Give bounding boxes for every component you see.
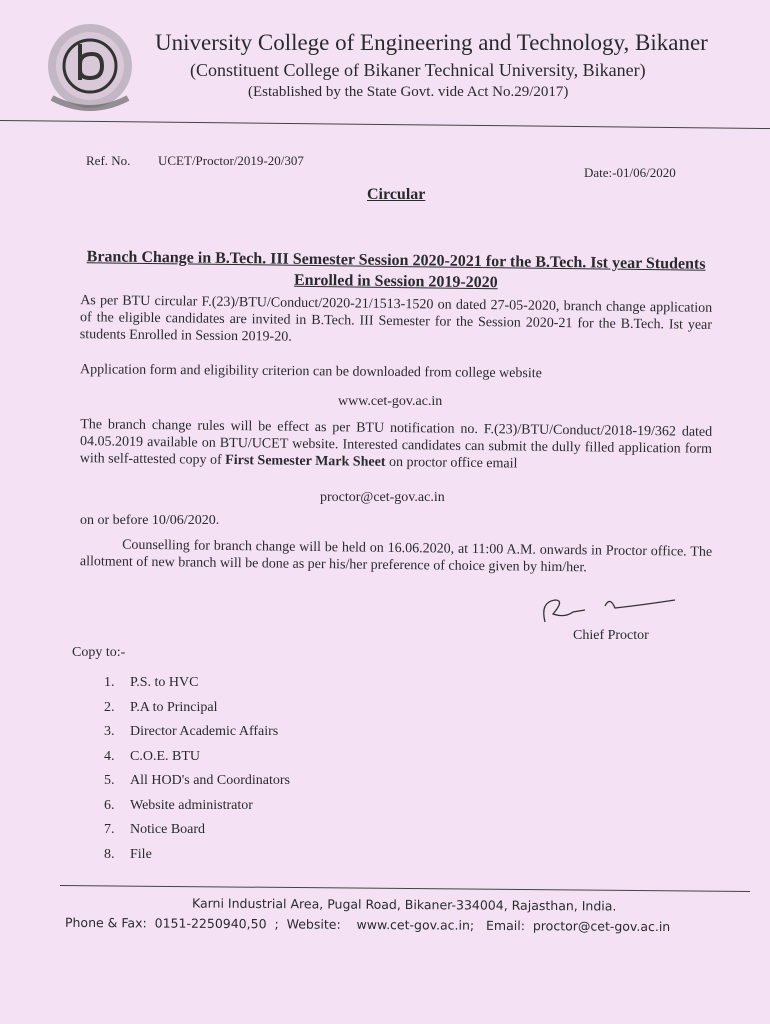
paragraph-counselling: Counselling for branch change will be held on 16.06.2020, at 11:00 A.M. onwards in Proctor office. The allotment of new branch will be done as per his/her preference of choice given by him/her. xyxy=(79,537,713,576)
item-number: 5. xyxy=(104,773,115,788)
copy-to-item xyxy=(104,700,290,725)
copy-to-item xyxy=(104,798,290,823)
paragraph-download: Application form and eligibility criterion can be downloaded from college website xyxy=(79,362,542,382)
college-logo xyxy=(40,18,140,118)
circular-date: Date:-01/06/2020 xyxy=(584,165,676,180)
mark-sheet-emphasis: First Semester Mark Sheet xyxy=(225,452,386,470)
copy-to-label: Copy to:- xyxy=(72,645,126,660)
item-number: 1. xyxy=(104,675,115,690)
paragraph-intro: As per BTU circular F.(23)/BTU/Conduct/2020-21/1513-1520 on dated 27-05-2020, branch change application of the eligible candidates are invited in B.Tech. III Semester for the Session 2020-21 for the B.Tech. Ist year students Enrolled in Session 2019-20. xyxy=(79,293,713,345)
footer-contact: Phone & Fax: 0151-2250940,50 ; Website: www.cet-gov.ac.in; Email: proctor@cet-gov.ac.in xyxy=(64,914,671,935)
item-number: 7. xyxy=(104,822,115,837)
item-text: C.O.E. BTU xyxy=(130,748,200,764)
rules-text-end: on proctor office email xyxy=(385,454,518,472)
item-number: 6. xyxy=(104,797,115,813)
footer-divider xyxy=(60,885,750,892)
college-website-link[interactable]: www.cet-gov.ac.in xyxy=(338,394,443,409)
rules-text: The branch change rules will be effect as per BTU notification no. F.(23)/BTU/Conduct/2018-19/362 dated 04.05.2019 available on BTU/UCET website. Interested candidates can submit the dully filled application form with self-attested copy of xyxy=(79,417,713,468)
item-number: 4. xyxy=(104,748,115,764)
item-text: Website administrator xyxy=(130,797,253,813)
footer-address: Karni Industrial Area, Pugal Road, Bikaner-334004, Rajasthan, India. xyxy=(191,895,617,914)
item-number: 2. xyxy=(104,699,115,715)
item-number: 3. xyxy=(104,724,115,739)
establishment-note: (Established by the State Govt. vide Act No.29/2017) xyxy=(248,84,569,100)
copy-to-item xyxy=(104,847,290,872)
item-text: Director Academic Affairs xyxy=(130,724,279,739)
institution-name: University College of Engineering and Technology, Bikaner xyxy=(155,30,708,55)
signature xyxy=(535,592,685,632)
deadline-text: on or before 10/06/2020. xyxy=(80,513,220,528)
item-text: File xyxy=(130,846,152,862)
copy-to-item xyxy=(104,773,290,798)
item-text: Notice Board xyxy=(130,822,206,837)
copy-to-item xyxy=(104,675,290,700)
header-divider xyxy=(0,120,770,129)
copy-to-item xyxy=(104,724,290,749)
copy-to-item xyxy=(104,749,290,774)
copy-to-item xyxy=(104,822,290,847)
institution-subtitle: (Constituent College of Bikaner Technical University, Bikaner) xyxy=(190,60,646,80)
subject-heading: Branch Change in B.Tech. III Semester Session 2020-2021 for the B.Tech. Ist year Students Enrolled in Session 2019-2020 xyxy=(86,248,706,292)
paragraph-rules xyxy=(80,416,713,475)
proctor-email-link[interactable]: proctor@cet-gov.ac.in xyxy=(320,490,445,505)
item-text: P.A to Principal xyxy=(130,699,218,715)
document-type: Circular xyxy=(367,186,426,203)
ref-label: Ref. No. xyxy=(86,153,131,168)
item-text: All HOD's and Coordinators xyxy=(130,773,291,788)
signatory-title: Chief Proctor xyxy=(573,628,649,643)
item-text: P.S. to HVC xyxy=(130,675,199,690)
ref-number: UCET/Proctor/2019-20/307 xyxy=(158,153,304,168)
copy-to-list xyxy=(104,675,290,871)
item-number: 8. xyxy=(104,846,115,862)
